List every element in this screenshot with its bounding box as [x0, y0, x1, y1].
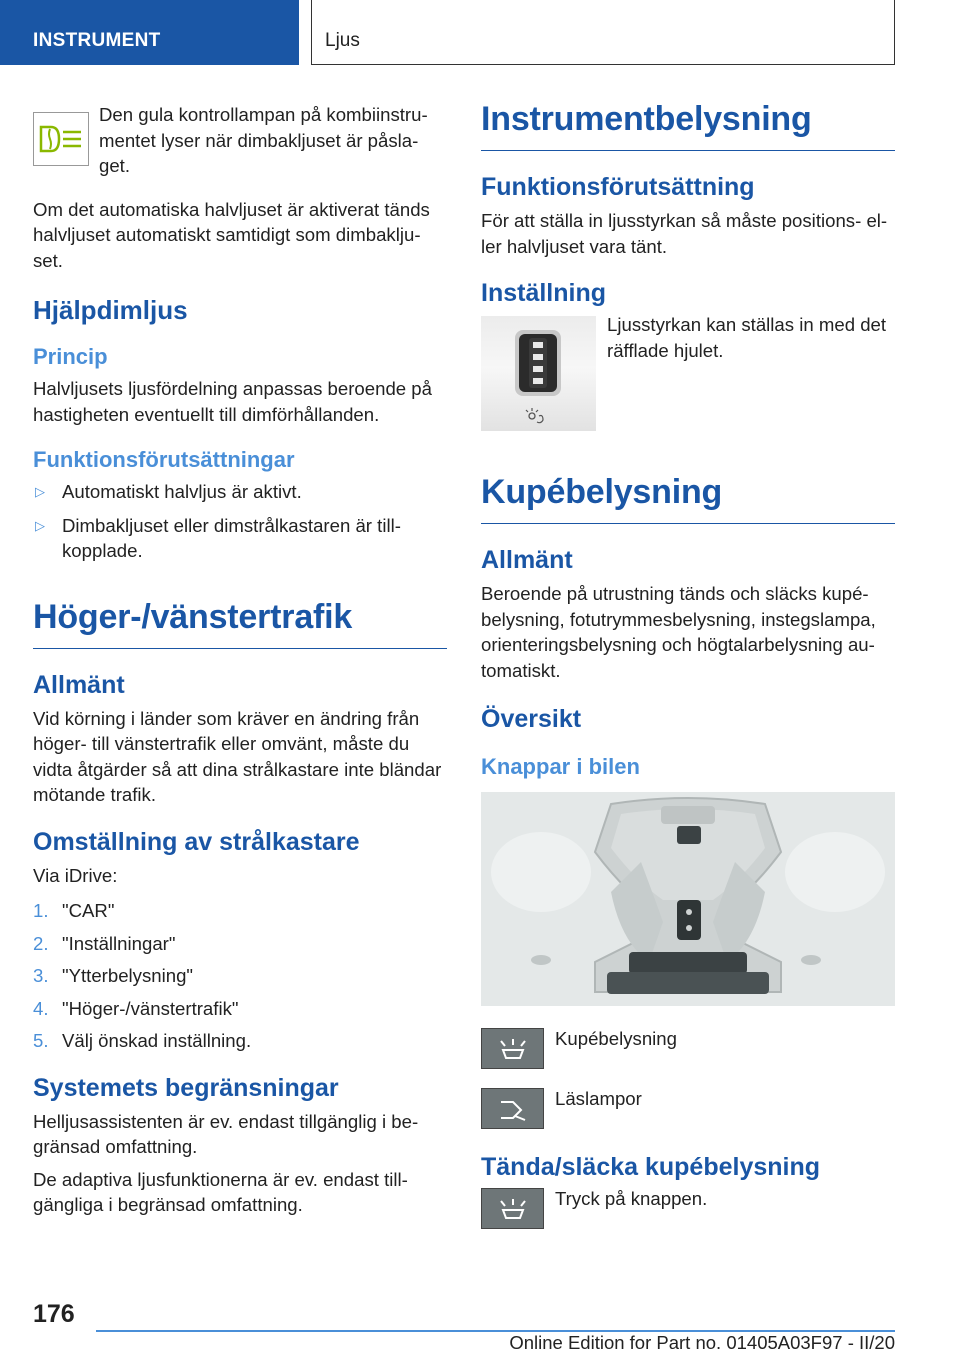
- heading-funktionsforutsattning: Funktionsförutsättning: [481, 173, 755, 201]
- reading-light-row: [481, 1088, 895, 1129]
- list-item: 4. "Höger-/vänstertrafik": [33, 997, 239, 1019]
- via-idrive: Via iDrive:: [33, 864, 118, 886]
- installning-text: Ljusstyrkan kan ställas in med det räfflade hjulet.: [607, 314, 887, 361]
- heading-knappar-i-bilen: Knappar i bilen: [481, 754, 640, 779]
- tanda-row: [481, 1188, 895, 1229]
- chapter-label: INSTRUMENT: [33, 30, 161, 51]
- auto-halvljus-text: Om det automatiska halvljuset är aktiverat tänds halvljuset automatiskt samtidigt som dimbaklju-set.: [33, 198, 430, 271]
- rear-fog-lamp-icon: [33, 112, 89, 166]
- heading-allmant: Allmänt: [33, 670, 125, 699]
- heading-systemets-begransningar: Systemets begränsningar: [33, 1073, 339, 1102]
- left-column: [33, 100, 447, 1218]
- dimmer-wheel-row: [481, 316, 895, 431]
- dimmer-wheel-image: [481, 316, 596, 431]
- heading-tanda-slacka: Tända/släcka kupébelysning: [481, 1153, 821, 1181]
- list-item: 1. "CAR": [33, 900, 115, 921]
- heading-instrumentbelysning: Instrumentbelysning: [481, 100, 895, 151]
- allmant-text: Vid körning i länder som kräver en ändring från höger- till vänstertrafik eller omvänt, måste du vidta åtgärder så att dina strålkastare inte bländar mötande trafik.: [33, 707, 442, 805]
- reading-light-icon: [481, 1088, 544, 1129]
- heading-hoger-vanstertrafik: Höger-/vänstertrafik: [33, 598, 447, 649]
- list-item: ▷ Dimbakljuset eller dimstrålkastaren är till-kopplade.: [35, 514, 401, 561]
- interior-light-icon: [481, 1188, 544, 1229]
- list-item: 5. Välj önskad inställning.: [33, 1030, 252, 1051]
- list-item: 2. "Inställningar": [33, 932, 176, 954]
- system-text-2: De adaptiva ljusfunktionerna är ev. endast till-gängliga i begränsad omfattning.: [33, 1168, 408, 1215]
- princip-text: Halvljusets ljusfördelning anpassas beroende på hastigheten eventuellt till dimförhållanden.: [33, 378, 432, 425]
- btn-label-kupebelysning: Kupébelysning: [555, 1028, 677, 1049]
- bullet-marker: ▷: [35, 484, 45, 499]
- heading-kupebelysning: Kupébelysning: [481, 473, 895, 524]
- list-item: ▷ Automatiskt halvljus är aktivt.: [33, 479, 447, 505]
- fog-lamp-indicator-row: [33, 102, 447, 179]
- system-text-1: Helljusassistenten är ev. endast tillgänglig i be-gränsad omfattning.: [33, 1110, 419, 1157]
- tanda-text: Tryck på knappen.: [555, 1188, 708, 1209]
- section-title: Ljus: [325, 30, 360, 51]
- section-header: [311, 0, 895, 65]
- heading-hjalpdimljus: Hjälpdimljus: [33, 295, 188, 325]
- steps-list: [33, 898, 447, 1054]
- intro-text: Den gula kontrollampan på kombiinstru-mentet lyser när dimbakljuset är påsla-get.: [99, 104, 428, 176]
- funk-text: För att ställa in ljusstyrkan så måste positions- el-ler halvljuset vara tänt.: [481, 210, 888, 257]
- heading-funktionsforutsattningar: Funktionsförutsättningar: [33, 447, 295, 472]
- heading-installning: Inställning: [481, 279, 606, 307]
- btn-label-laslampor: Läslampor: [555, 1088, 642, 1109]
- chapter-tab: [0, 0, 299, 65]
- interior-light-icon: [481, 1028, 544, 1069]
- heading-allmant-right: Allmänt: [481, 546, 573, 574]
- roof-console-image: [481, 792, 895, 1006]
- right-column: [481, 100, 895, 1248]
- heading-princip: Princip: [33, 344, 108, 369]
- heading-oversikt: Översikt: [481, 705, 582, 733]
- list-item: 3. "Ytterbelysning": [33, 965, 194, 986]
- kupe-allmant-text: Beroende på utrustning tänds och släcks kupé-belysning, fotutrymmesbelysning, instegslampa, orienteringsbelysning och högtalarbelysning au-tomatiskt.: [481, 583, 876, 681]
- page-number: 176: [33, 1300, 75, 1328]
- heading-omstallning: Omställning av strålkastare: [33, 827, 360, 856]
- conditions-list: [33, 479, 447, 564]
- kupe-button-row: [481, 1028, 895, 1069]
- footer-edition: Online Edition for Part no. 01405A03F97 - II/20: [509, 1332, 895, 1353]
- bullet-marker: ▷: [35, 517, 45, 533]
